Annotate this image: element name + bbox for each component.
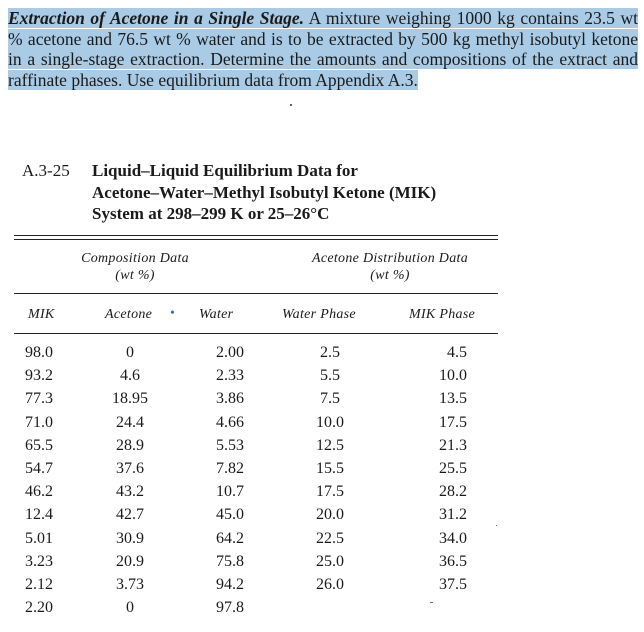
- cell-mik-phase: 36.5: [439, 552, 467, 570]
- problem-text: A mixture weighing 1000 kg contains 23.5 wt % acetone and 76.5 wt % water and is to be extracted by 500 kg methyl isobutyl ketone in a single-stage extraction. Determine the amounts and compositions of the extract and raffinate phases. Use equilibrium data from Appendix A.3.: [8, 8, 638, 90]
- composition-group-title: Composition Data: [81, 251, 189, 266]
- cell-water-phase: 22.5: [316, 529, 344, 547]
- cell-mik: 46.2: [25, 483, 53, 501]
- cell-water-phase: 26.0: [316, 575, 344, 593]
- table-row: [0, 483, 644, 506]
- cell-mik: 98.0: [25, 344, 53, 361]
- cell-mik: 5.01: [25, 529, 53, 547]
- cell-water: 5.53: [216, 436, 244, 454]
- cell-mik-phase: 25.5: [439, 459, 467, 477]
- cell-mik: 93.2: [25, 367, 53, 385]
- cell-water-phase: 20.0: [316, 506, 344, 524]
- cell-mik-phase: 10.0: [439, 367, 467, 385]
- table-body: [0, 344, 644, 622]
- cell-mik-phase: 17.5: [439, 413, 467, 431]
- cell-water-phase: 12.5: [316, 436, 344, 454]
- cell-water: 2.33: [216, 367, 244, 385]
- cell-mik-phase: 34.0: [439, 529, 467, 547]
- cell-mik-phase: 28.2: [439, 483, 467, 501]
- cell-water: 94.2: [216, 575, 244, 593]
- cell-water-phase: 15.5: [316, 459, 344, 477]
- cell-water: 10.7: [216, 483, 244, 501]
- cell-water: 7.82: [216, 459, 244, 477]
- cell-water: 45.0: [216, 506, 244, 524]
- table-row: [0, 553, 644, 576]
- cell-water-phase: 2.5: [320, 344, 340, 361]
- table-row: [0, 460, 644, 483]
- table-header-rule: [14, 293, 498, 294]
- table-row: [0, 344, 644, 367]
- cell-mik: 3.23: [25, 552, 53, 570]
- cell-water: 2.00: [216, 344, 244, 361]
- problem-title: Extraction of Acetone in a Single Stage.: [8, 8, 304, 28]
- col-header-acetone: Acetone: [105, 307, 153, 322]
- table-row: [0, 530, 644, 553]
- cell-acetone: 0: [126, 344, 134, 361]
- distribution-group-unit: (wt %): [370, 268, 410, 283]
- col-header-mik-phase: MIK Phase: [409, 307, 476, 322]
- cell-acetone: 20.9: [116, 552, 144, 570]
- col-header-water-phase: Water Phase: [282, 307, 356, 322]
- cell-mik: 2.12: [25, 575, 53, 593]
- cell-acetone: 4.6: [120, 367, 140, 385]
- col-header-mik: MIK: [28, 307, 55, 322]
- distribution-group-title: Acetone Distribution Data: [311, 251, 469, 266]
- cell-mik: 77.3: [25, 390, 53, 408]
- table-row: [0, 506, 644, 529]
- cell-mik: 12.4: [25, 506, 53, 524]
- cell-mik: 71.0: [25, 413, 53, 431]
- cell-mik-phase: 13.5: [439, 390, 467, 408]
- cell-water: 97.8: [216, 599, 244, 617]
- composition-group-unit: (wt %): [115, 268, 155, 283]
- cell-acetone: 30.9: [116, 529, 144, 547]
- table-row: [0, 576, 644, 599]
- cell-water: 75.8: [216, 552, 244, 570]
- table-row: [0, 414, 644, 437]
- table-row: [0, 437, 644, 460]
- cell-water-phase: 5.5: [320, 367, 340, 385]
- table-number: A.3-25: [22, 161, 70, 180]
- cell-water-phase: 7.5: [320, 390, 340, 408]
- composition-group-header: [60, 250, 210, 284]
- cell-acetone: 0: [126, 599, 134, 617]
- cell-acetone: 42.7: [116, 506, 144, 524]
- caption-line-1: Liquid–Liquid Equilibrium Data for: [92, 161, 358, 180]
- table-top-rule-2: [14, 239, 498, 240]
- cell-mik: 54.7: [25, 459, 53, 477]
- cell-mik-phase: 21.3: [439, 436, 467, 454]
- table-row: [0, 599, 644, 622]
- scan-dot: •: [170, 306, 175, 321]
- cell-mik: 2.20: [25, 599, 53, 617]
- cell-mik: 65.5: [25, 436, 53, 454]
- caption-line-3: System at 298–299 K or 25–26°C: [92, 204, 330, 223]
- cell-acetone: 18.95: [112, 390, 148, 408]
- cell-water: 4.66: [216, 413, 244, 431]
- scan-speck: [290, 104, 292, 106]
- table-row: [0, 390, 644, 413]
- cell-acetone: 43.2: [116, 483, 144, 501]
- cell-acetone: 3.73: [116, 575, 144, 593]
- table-column-rule: [14, 333, 498, 334]
- cell-mik-phase: 4.5: [447, 344, 467, 361]
- cell-mik-phase: 31.2: [439, 506, 467, 524]
- problem-statement: [8, 8, 638, 90]
- cell-water-phase: 17.5: [316, 483, 344, 501]
- cell-acetone: 37.6: [116, 459, 144, 477]
- cell-water-phase: 25.0: [316, 552, 344, 570]
- table-top-rule: [14, 235, 498, 236]
- caption-line-2: Acetone–Water–Methyl Isobutyl Ketone (MIK): [92, 182, 437, 202]
- col-header-water: Water: [199, 307, 234, 322]
- table-caption: [22, 160, 436, 225]
- scan-speck: [430, 602, 433, 603]
- scan-speck: [496, 525, 497, 526]
- table-row: [0, 367, 644, 390]
- cell-acetone: 28.9: [116, 436, 144, 454]
- cell-mik-phase: 37.5: [439, 575, 467, 593]
- distribution-group-header: [285, 250, 495, 284]
- cell-water-phase: 10.0: [316, 413, 344, 431]
- cell-water: 64.2: [216, 529, 244, 547]
- cell-acetone: 24.4: [116, 413, 144, 431]
- cell-water: 3.86: [216, 390, 244, 408]
